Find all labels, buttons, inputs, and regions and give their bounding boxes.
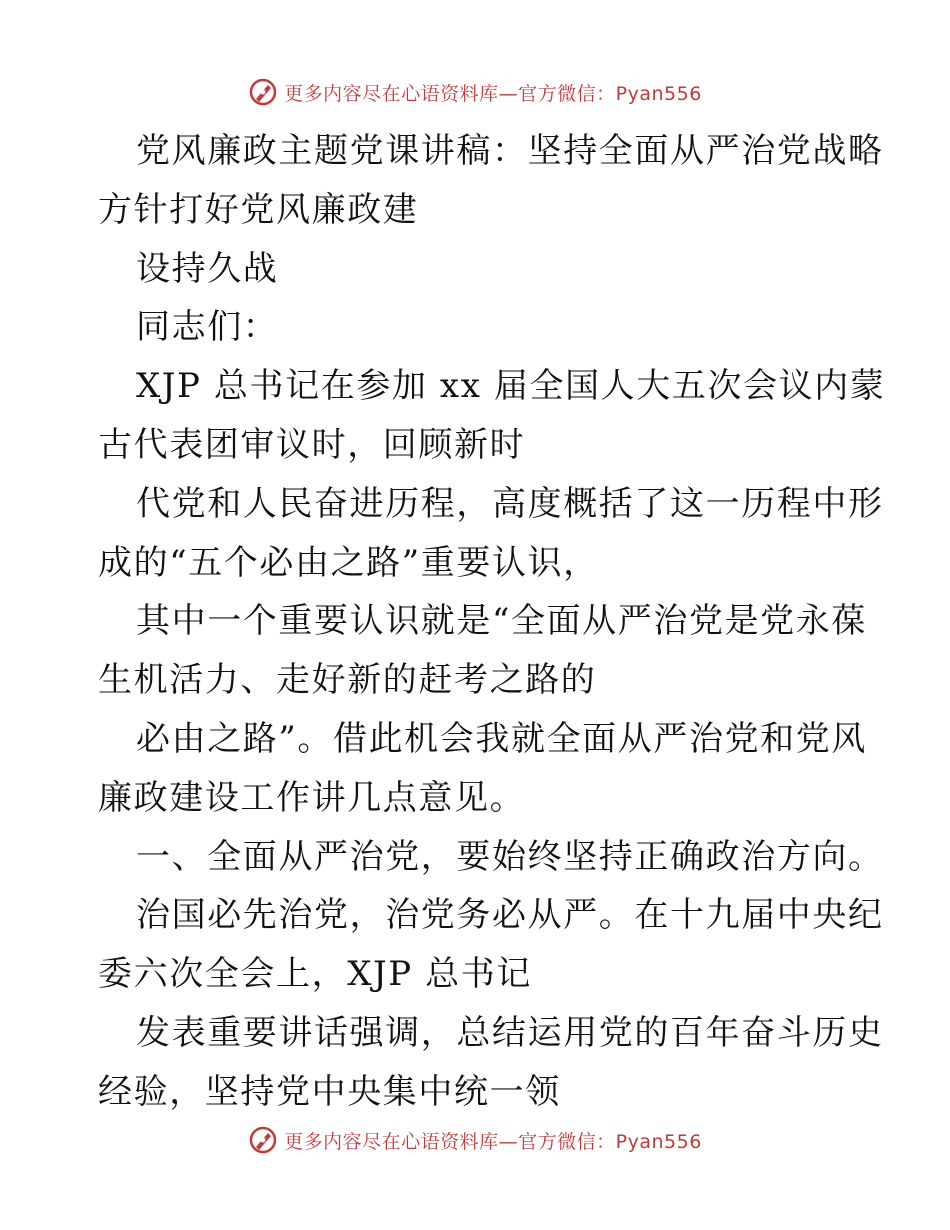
footer-watermark <box>0 1120 950 1160</box>
text-line: 廉政建设工作讲几点意见。 <box>98 777 526 818</box>
pen-in-circle-logo-icon <box>248 77 278 107</box>
document-body <box>98 122 886 1122</box>
pen-in-circle-logo-icon <box>248 1125 278 1155</box>
text-line: 代党和人民奋进历程，高度概括了这一历程中形 <box>136 483 884 524</box>
text-line: XJP 总书记在参加 xx 届全国人大五次会议内蒙 <box>136 366 886 407</box>
text-line: 党风廉政主题党课讲稿：坚持全面从严治党战略 <box>136 131 884 171</box>
text-line: 设持久战 <box>136 248 279 289</box>
text-line: 治国必先治党，治党务必从严。在十九届中央纪 <box>136 895 884 936</box>
text-line: 方针打好党风廉政建 <box>98 189 419 230</box>
text-line: 同志们： <box>136 307 279 348</box>
header-watermark <box>0 72 950 112</box>
text-line: 成的“五个必由之路”重要认识， <box>98 542 599 583</box>
watermark-text: 更多内容尽在心语资料库—官方微信：Pyan556 <box>284 82 702 105</box>
text-line: 委六次全会上，XJP 总书记 <box>98 954 532 995</box>
text-line: 发表重要讲话强调，总结运用党的百年奋斗历史 <box>136 1012 884 1053</box>
text-line: 古代表团审议时，回顾新时 <box>98 424 526 465</box>
watermark-text: 更多内容尽在心语资料库—官方微信：Pyan556 <box>284 1130 702 1153</box>
text-line: 必由之路”。借此机会我就全面从严治党和党风 <box>136 718 867 759</box>
text-line: 其中一个重要认识就是“全面从严治党是党永葆 <box>136 601 867 642</box>
text-line: 生机活力、走好新的赶考之路的 <box>98 660 597 701</box>
text-line: 经验，坚持党中央集中统一领 <box>98 1071 561 1112</box>
text-line: 一、全面从严治党，要始终坚持正确政治方向。 <box>136 836 884 877</box>
